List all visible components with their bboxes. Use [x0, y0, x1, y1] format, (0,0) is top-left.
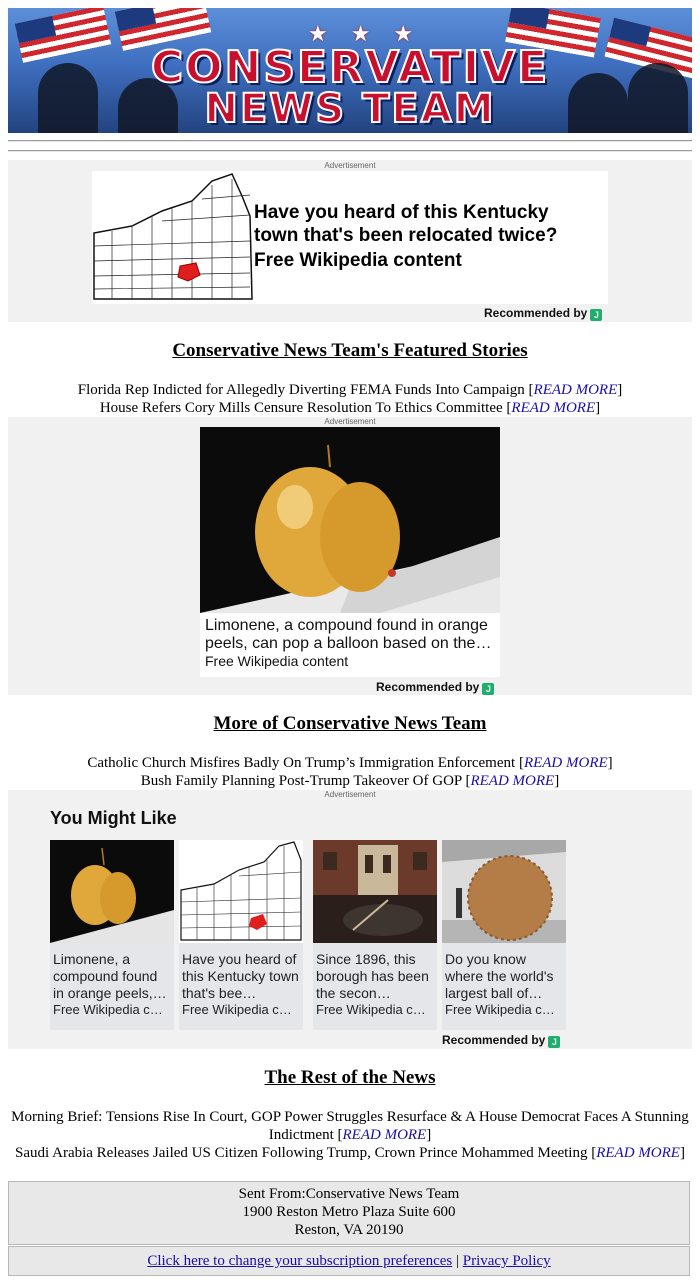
recommended-label: Recommended by	[442, 1033, 546, 1047]
kentucky-map-image	[179, 840, 303, 943]
address-line-1: 1900 Reston Metro Plaza Suite 600	[242, 1204, 456, 1220]
story-line: Morning Brief: Tensions Rise In Court, GOP Power Struggles Resurface & A House Democrat Faces A Stunning Indictment [READ MORE]	[11, 1109, 689, 1143]
story-text: House Refers Cory Mills Censure Resolution To Ethics Committee	[99, 400, 503, 416]
recommendation-card[interactable]	[179, 840, 303, 1030]
recommended-label: Recommended by	[376, 680, 480, 694]
card-headline: Have you heard of this Kentucky town that's bee…	[182, 951, 299, 1001]
privacy-policy-link[interactable]: Privacy Policy	[462, 1253, 551, 1269]
recommendation-card[interactable]	[442, 840, 566, 1030]
ad-source: Free Wikipedia content	[205, 653, 349, 669]
story-text: Catholic Church Misfires Badly On Trump’s Immigration Enforcement	[87, 755, 516, 771]
twine-ball-image	[442, 840, 566, 943]
kentucky-map-image	[92, 171, 254, 304]
recommendation-card[interactable]	[313, 840, 437, 1030]
section-title-featured: Conservative News Team's Featured Stories	[172, 340, 528, 361]
jubna-logo-icon: J	[590, 309, 602, 321]
story-text: Saudi Arabia Releases Jailed US Citizen Following Trump, Crown Prince Mohammed Meeting	[15, 1145, 588, 1161]
subscription-preferences-link[interactable]: Click here to change your subscription preferences	[147, 1253, 453, 1269]
read-more-link[interactable]: READ MORE	[533, 382, 618, 398]
card-source: Free Wikipedia c…	[316, 1002, 426, 1017]
card-source: Free Wikipedia c…	[53, 1002, 163, 1017]
story-line: Florida Rep Indicted for Allegedly Diverting FEMA Funds Into Campaign [READ MORE]	[77, 382, 623, 398]
recommended-by[interactable]	[376, 680, 494, 695]
section-title-more: More of Conservative News Team	[213, 713, 487, 734]
card-headline: Limonene, a compound found in orange peels,…	[53, 951, 167, 1001]
footer-address	[8, 1181, 690, 1245]
story-line: Catholic Church Misfires Badly On Trump’s Immigration Enforcement [READ MORE]	[87, 755, 613, 771]
divider	[8, 150, 692, 152]
you-might-like-heading: You Might Like	[50, 808, 177, 828]
story-line: House Refers Cory Mills Censure Resolution To Ethics Committee [READ MORE]	[99, 400, 601, 416]
ad-card[interactable]	[92, 171, 608, 304]
stars-icon: ★ ★ ★	[308, 22, 422, 47]
ad-source: Free Wikipedia content	[254, 250, 462, 271]
advertisement-block	[8, 160, 692, 322]
ad-headline: Limonene, a compound found in orange peels, can pop a balloon based on the…	[205, 617, 492, 652]
read-more-link[interactable]: READ MORE	[342, 1127, 427, 1143]
ad-label: Advertisement	[324, 790, 376, 799]
card-source: Free Wikipedia c…	[445, 1002, 555, 1017]
story-line: Bush Family Planning Post-Trump Takeover Of GOP [READ MORE]	[140, 773, 560, 789]
card-headline: Do you know where the world's largest ball of…	[445, 951, 554, 1001]
card-source: Free Wikipedia c…	[182, 1002, 292, 1017]
balloon-image	[200, 427, 500, 613]
recommended-by[interactable]	[484, 306, 602, 321]
jubna-logo-icon: J	[548, 1036, 560, 1048]
story-line: Saudi Arabia Releases Jailed US Citizen Following Trump, Crown Prince Mohammed Meeting [READ MORE]	[15, 1145, 685, 1161]
read-more-link[interactable]: READ MORE	[523, 755, 608, 771]
ad-label: Advertisement	[324, 161, 376, 170]
read-more-link[interactable]: READ MORE	[596, 1145, 680, 1161]
recommended-label: Recommended by	[484, 306, 588, 320]
recommendation-card[interactable]	[50, 840, 174, 1030]
balloon-image	[50, 840, 174, 943]
card-headline: Since 1896, this borough has been the secon…	[316, 951, 429, 1001]
logo-line-1: CONSERVATIVE	[150, 42, 550, 93]
sent-from: Sent From:Conservative News Team	[238, 1186, 460, 1202]
recommended-by[interactable]	[442, 1033, 560, 1048]
section-title-rest: The Rest of the News	[264, 1067, 436, 1088]
ad-card[interactable]	[200, 427, 500, 677]
story-text: Bush Family Planning Post-Trump Takeover Of GOP	[140, 773, 462, 789]
logo-line-2: NEWS TEAM	[204, 86, 496, 132]
read-more-link[interactable]: READ MORE	[470, 773, 555, 789]
footer-links	[8, 1246, 690, 1276]
link-separator: |	[455, 1253, 459, 1269]
story-text: Florida Rep Indicted for Allegedly Diverting FEMA Funds Into Campaign	[77, 382, 525, 398]
divider	[8, 140, 692, 142]
jubna-logo-icon: J	[482, 683, 494, 695]
read-more-link[interactable]: READ MORE	[511, 400, 596, 416]
story-text: Morning Brief: Tensions Rise In Court, GOP Power Struggles Resurface & A House Democrat Faces A Stunning Indictment	[11, 1109, 689, 1143]
borough-photo-image	[313, 840, 437, 943]
address-line-2: Reston, VA 20190	[294, 1222, 404, 1238]
ad-headline: Have you heard of this Kentucky town that's been relocated twice?	[254, 202, 558, 246]
ad-label: Advertisement	[324, 417, 376, 426]
header-banner	[8, 8, 692, 133]
advertisement-block	[8, 417, 692, 695]
